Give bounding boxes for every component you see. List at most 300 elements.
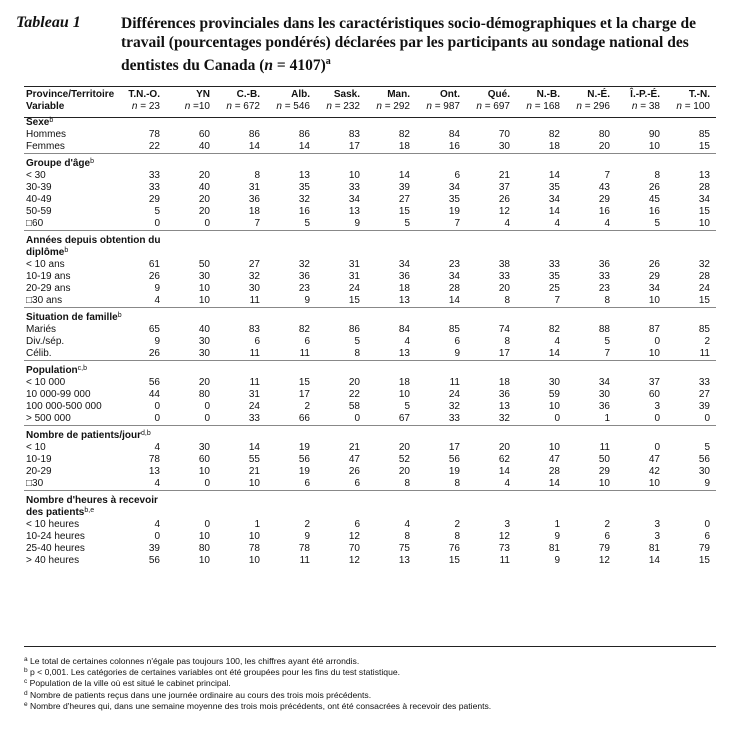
section-spacer	[216, 361, 266, 378]
cell-value: 78	[248, 543, 260, 554]
cell-value: 34	[648, 283, 660, 294]
cell-value: 32	[698, 259, 710, 270]
cell-value: 56	[698, 454, 710, 465]
cell-value: 23	[448, 259, 460, 270]
header-sample-size	[516, 101, 566, 113]
section-spacer	[616, 426, 666, 443]
section-spacer	[366, 491, 416, 520]
cell-value: 4	[154, 295, 160, 306]
n-value: = 100	[684, 101, 710, 112]
row-label: 30-39	[26, 182, 52, 193]
cell-value: 40	[198, 141, 210, 152]
n-symbol: n	[676, 101, 682, 112]
footnote	[24, 667, 716, 678]
cell-value: 5	[604, 336, 610, 347]
section-title	[24, 361, 166, 378]
section-spacer	[316, 361, 366, 378]
row-label: < 30	[26, 170, 46, 181]
table-row	[24, 283, 716, 295]
section-title	[24, 426, 166, 443]
cell-value: 39	[148, 543, 160, 554]
n-symbol: n	[184, 101, 191, 112]
cell-value: 23	[298, 283, 310, 294]
table-row	[24, 271, 716, 283]
cell-value: 19	[298, 442, 310, 453]
cell-value: 47	[548, 454, 560, 465]
section-spacer	[216, 426, 266, 443]
n-symbol: n	[526, 101, 532, 112]
cell-value: 10	[398, 389, 410, 400]
cell-value: 9	[354, 218, 360, 229]
cell-value: 20	[398, 466, 410, 477]
header-sample-size	[416, 101, 466, 113]
cell-value: 34	[448, 182, 460, 193]
section-spacer	[416, 231, 466, 260]
section-spacer	[566, 308, 616, 325]
cell-value: 50	[598, 454, 610, 465]
cell-value: 36	[248, 194, 260, 205]
cell-value: 60	[198, 129, 210, 140]
section-spacer	[316, 154, 366, 171]
cell-value: 12	[348, 555, 360, 566]
cell-value: 75	[398, 543, 410, 554]
footnote-text: Population de la ville où est situé le cabinet principal.	[29, 678, 231, 689]
footnote-text: Nombre de patients reçus dans une journée ordinaire au cours des trois mois précédents.	[30, 689, 372, 700]
table-title	[121, 14, 711, 75]
cell-value: 6	[304, 336, 310, 347]
row-label: 10-19	[26, 454, 52, 465]
section-spacer	[666, 426, 716, 443]
cell-value: 26	[648, 182, 660, 193]
section-header-row	[24, 231, 716, 260]
table-row	[24, 348, 716, 361]
cell-value: 5	[154, 206, 160, 217]
section-title	[24, 113, 166, 129]
cell-value: 13	[298, 170, 310, 181]
cell-value: 14	[248, 141, 260, 152]
section-header-row	[24, 426, 716, 443]
section-spacer	[666, 308, 716, 325]
cell-value: 8	[454, 531, 460, 542]
cell-value: 76	[448, 543, 460, 554]
row-label: Div./sép.	[26, 336, 65, 347]
cell-value: 33	[248, 413, 260, 424]
section-spacer	[366, 113, 416, 129]
footnote-text: Nombre d'heures qui, dans une semaine moyenne des trois mois précédents, ont été consacrées à recevoir des patients.	[30, 700, 492, 711]
cell-value: 20	[348, 377, 360, 388]
cell-value: 78	[148, 454, 160, 465]
cell-value: 6	[354, 519, 360, 530]
cell-value: 1	[254, 519, 260, 530]
row-label: 10-24 heures	[26, 531, 85, 542]
header-province: N.-É.	[587, 89, 610, 100]
cell-value: 33	[698, 377, 710, 388]
cell-value: 20	[598, 141, 610, 152]
section-spacer	[416, 361, 466, 378]
cell-value: 34	[348, 194, 360, 205]
header-province: T.N.-O.	[128, 89, 160, 100]
n-value: = 292	[384, 101, 410, 112]
header-sample-size	[116, 101, 166, 113]
section-spacer	[266, 491, 316, 520]
cell-value: 23	[598, 283, 610, 294]
cell-value: 33	[548, 259, 560, 270]
cell-value: 31	[248, 389, 260, 400]
section-spacer	[316, 308, 366, 325]
section-spacer	[566, 361, 616, 378]
footnote-mark: a	[24, 656, 28, 663]
cell-value: 88	[598, 324, 610, 335]
cell-value: 42	[648, 466, 660, 477]
section-spacer	[166, 231, 216, 260]
section-header-row	[24, 308, 716, 325]
table-row	[24, 454, 716, 466]
cell-value: 0	[204, 413, 210, 424]
section-header-row	[24, 154, 716, 171]
cell-value: 6	[354, 478, 360, 489]
row-label: 10 000-99 000	[26, 389, 91, 400]
cell-value: 36	[598, 401, 610, 412]
cell-value: 4	[604, 218, 610, 229]
cell-value: 2	[604, 519, 610, 530]
cell-value: 33	[148, 170, 160, 181]
cell-value: 86	[298, 129, 310, 140]
table-row	[24, 389, 716, 401]
cell-value: 15	[298, 377, 310, 388]
cell-value: 0	[654, 413, 660, 424]
cell-value: 85	[698, 129, 710, 140]
n-value: = 232	[334, 101, 360, 112]
n-symbol: n	[631, 101, 638, 112]
cell-value: 20	[498, 442, 510, 453]
cell-value: 30	[598, 389, 610, 400]
cell-value: 37	[648, 377, 660, 388]
cell-value: 12	[348, 531, 360, 542]
cell-value: 10	[198, 555, 210, 566]
table-row	[24, 206, 716, 218]
section-spacer	[166, 113, 216, 129]
section-spacer	[216, 491, 266, 520]
cell-value: 0	[204, 401, 210, 412]
table-body	[24, 113, 716, 567]
cell-value: 90	[648, 129, 660, 140]
cell-value: 65	[148, 324, 160, 335]
cell-value: 5	[654, 218, 660, 229]
header-province: YN	[196, 89, 210, 100]
cell-value: 15	[348, 295, 360, 306]
cell-value: 2	[704, 336, 710, 347]
cell-value: 10	[648, 141, 660, 152]
table-row	[24, 519, 716, 531]
cell-value: 10	[548, 401, 560, 412]
cell-value: 0	[354, 413, 360, 424]
cell-value: 43	[598, 182, 610, 193]
cell-value: 82	[398, 129, 410, 140]
section-footnote-mark: c,b	[77, 365, 88, 372]
cell-value: 73	[498, 543, 510, 554]
section-spacer	[216, 308, 266, 325]
table-row	[24, 218, 716, 231]
cell-value: 55	[248, 454, 260, 465]
cell-value: 36	[398, 271, 410, 282]
cell-value: 50	[198, 259, 210, 270]
header-row-sizes	[24, 101, 716, 113]
cell-value: 6	[454, 170, 460, 181]
cell-value: 2	[454, 519, 460, 530]
cell-value: 33	[598, 271, 610, 282]
cell-value: 32	[448, 401, 460, 412]
section-title-text: Nombre d'heures à recevoir des patients	[26, 495, 158, 518]
cell-value: 16	[448, 141, 460, 152]
cell-value: 56	[448, 454, 460, 465]
cell-value: 15	[448, 555, 460, 566]
header-sample-size	[566, 101, 616, 113]
section-spacer	[316, 231, 366, 260]
cell-value: 0	[654, 336, 660, 347]
top-rule	[24, 86, 716, 87]
cell-value: 27	[398, 194, 410, 205]
cell-value: 20	[198, 377, 210, 388]
cell-value: 18	[398, 377, 410, 388]
table-row	[24, 141, 716, 154]
table-row	[24, 555, 716, 567]
cell-value: 13	[348, 206, 360, 217]
bottom-rule	[24, 646, 716, 647]
section-spacer	[566, 154, 616, 171]
cell-value: 12	[598, 555, 610, 566]
header-sample-size	[666, 101, 716, 113]
cell-value: 30	[698, 466, 710, 477]
section-spacer	[166, 361, 216, 378]
table-row	[24, 170, 716, 182]
cell-value: 36	[298, 271, 310, 282]
cell-value: 32	[498, 413, 510, 424]
row-label: < 10 heures	[26, 519, 80, 530]
section-spacer	[266, 154, 316, 171]
table-row	[24, 259, 716, 271]
cell-value: 35	[448, 194, 460, 205]
table-row	[24, 377, 716, 389]
cell-value: 14	[548, 170, 560, 181]
row-label: 40-49	[26, 194, 52, 205]
cell-value: 0	[154, 218, 160, 229]
cell-value: 8	[454, 478, 460, 489]
cell-value: 31	[348, 259, 360, 270]
cell-value: 25	[548, 283, 560, 294]
n-value: = 697	[484, 101, 510, 112]
cell-value: 56	[148, 377, 160, 388]
section-spacer	[416, 426, 466, 443]
header-province: C.-B.	[236, 89, 260, 100]
section-title-text: Groupe d'âge	[26, 158, 91, 169]
cell-value: 10	[348, 170, 360, 181]
n-symbol: n	[326, 101, 332, 112]
cell-value: 35	[298, 182, 310, 193]
section-spacer	[466, 308, 516, 325]
cell-value: 81	[648, 543, 660, 554]
cell-value: 36	[498, 389, 510, 400]
section-spacer	[516, 491, 566, 520]
title-footnote-mark: a	[325, 56, 331, 67]
section-spacer	[216, 113, 266, 129]
cell-value: 9	[154, 283, 160, 294]
cell-value: 8	[354, 348, 360, 359]
footnote-mark: c	[24, 678, 28, 686]
section-spacer	[466, 491, 516, 520]
cell-value: 5	[404, 401, 410, 412]
section-spacer	[616, 308, 666, 325]
cell-value: 2	[304, 519, 310, 530]
cell-value: 61	[148, 259, 160, 270]
cell-value: 0	[554, 413, 560, 424]
cell-value: 30	[498, 141, 510, 152]
cell-value: 60	[198, 454, 210, 465]
section-spacer	[666, 154, 716, 171]
table-row	[24, 413, 716, 426]
row-label: > 40 heures	[26, 555, 80, 566]
section-spacer	[166, 491, 216, 520]
section-header-row	[24, 113, 716, 129]
cell-value: 8	[504, 336, 510, 347]
cell-value: 10	[198, 295, 210, 306]
cell-value: 22	[148, 141, 160, 152]
cell-value: 28	[548, 466, 560, 477]
cell-value: 5	[704, 442, 710, 453]
footnote-mark: e	[24, 700, 28, 708]
header-sample-size	[316, 101, 366, 113]
cell-value: 34	[598, 377, 610, 388]
cell-value: 5	[304, 218, 310, 229]
cell-value: 28	[698, 271, 710, 282]
n-symbol: n	[576, 101, 582, 112]
cell-value: 17	[348, 141, 360, 152]
header-province: Î.-P.-É.	[630, 89, 660, 100]
cell-value: 8	[254, 170, 260, 181]
cell-value: 84	[398, 324, 410, 335]
cell-value: 9	[454, 348, 460, 359]
section-spacer	[466, 426, 516, 443]
header-sample-size	[366, 101, 416, 113]
section-spacer	[416, 154, 466, 171]
table-row	[24, 466, 716, 478]
cell-value: 4	[404, 336, 410, 347]
cell-value: 37	[498, 182, 510, 193]
cell-value: 82	[298, 324, 310, 335]
cell-value: 19	[448, 466, 460, 477]
n-value: = 672	[234, 101, 260, 112]
cell-value: 15	[698, 141, 710, 152]
cell-value: 14	[648, 555, 660, 566]
row-label: 20-29	[26, 466, 52, 477]
cell-value: 66	[298, 413, 310, 424]
cell-value: 70	[348, 543, 360, 554]
cell-value: 34	[548, 194, 560, 205]
cell-value: 10	[198, 466, 210, 477]
cell-value: 80	[598, 129, 610, 140]
cell-value: 13	[398, 348, 410, 359]
n-value: = 23	[140, 101, 160, 112]
section-spacer	[366, 361, 416, 378]
cell-value: 8	[654, 170, 660, 181]
cell-value: 18	[548, 141, 560, 152]
header-province: Qué.	[487, 89, 510, 100]
cell-value: 47	[348, 454, 360, 465]
header-row-provinces	[24, 89, 716, 101]
section-spacer	[416, 308, 466, 325]
cell-value: 12	[498, 531, 510, 542]
table-row	[24, 295, 716, 308]
cell-value: 34	[698, 194, 710, 205]
cell-value: 15	[398, 206, 410, 217]
cell-value: 13	[398, 295, 410, 306]
cell-value: 16	[648, 206, 660, 217]
cell-value: 20	[198, 194, 210, 205]
cell-value: 85	[698, 324, 710, 335]
section-spacer	[466, 113, 516, 129]
cell-value: 33	[348, 182, 360, 193]
cell-value: 10	[248, 531, 260, 542]
cell-value: 0	[704, 413, 710, 424]
cell-value: 40	[198, 182, 210, 193]
cell-value: 10	[548, 442, 560, 453]
cell-value: 13	[148, 466, 160, 477]
section-spacer	[616, 154, 666, 171]
cell-value: 10	[698, 218, 710, 229]
cell-value: 20	[498, 283, 510, 294]
cell-value: 16	[598, 206, 610, 217]
cell-value: 4	[554, 336, 560, 347]
cell-value: 35	[548, 271, 560, 282]
section-spacer	[166, 308, 216, 325]
cell-value: 2	[304, 401, 310, 412]
cell-value: 21	[498, 170, 510, 181]
cell-value: 29	[648, 271, 660, 282]
row-label: 10-19 ans	[26, 271, 71, 282]
title-text: Différences provinciales dans les caractéristiques socio-démographiques et la charge de travail (pourcentages pondérés) déclarées par les participants au sondage national des dentistes du Canada (	[121, 15, 697, 75]
cell-value: 8	[604, 295, 610, 306]
row-label: Mariés	[26, 324, 57, 335]
section-spacer	[566, 426, 616, 443]
cell-value: 82	[548, 324, 560, 335]
cell-value: 6	[454, 336, 460, 347]
cell-value: 79	[698, 543, 710, 554]
cell-value: 20	[198, 170, 210, 181]
cell-value: 27	[248, 259, 260, 270]
cell-value: 28	[448, 283, 460, 294]
cell-value: 11	[249, 377, 260, 388]
table-row	[24, 182, 716, 194]
header-sample-size	[266, 101, 316, 113]
cell-value: 34	[398, 259, 410, 270]
cell-value: 17	[498, 348, 510, 359]
n-value: = 987	[434, 101, 460, 112]
cell-value: 86	[348, 324, 360, 335]
cell-value: 29	[148, 194, 160, 205]
n-value: = 296	[584, 101, 610, 112]
table-row	[24, 129, 716, 141]
section-spacer	[316, 426, 366, 443]
cell-value: 24	[248, 401, 260, 412]
n-value: = 546	[284, 101, 310, 112]
table-row	[24, 442, 716, 454]
cell-value: 0	[704, 519, 710, 530]
section-spacer	[466, 231, 516, 260]
cell-value: 4	[504, 218, 510, 229]
n-symbol: n	[376, 101, 382, 112]
cell-value: 33	[148, 182, 160, 193]
cell-value: 9	[304, 531, 310, 542]
header-variable-label: Variable	[26, 101, 65, 112]
